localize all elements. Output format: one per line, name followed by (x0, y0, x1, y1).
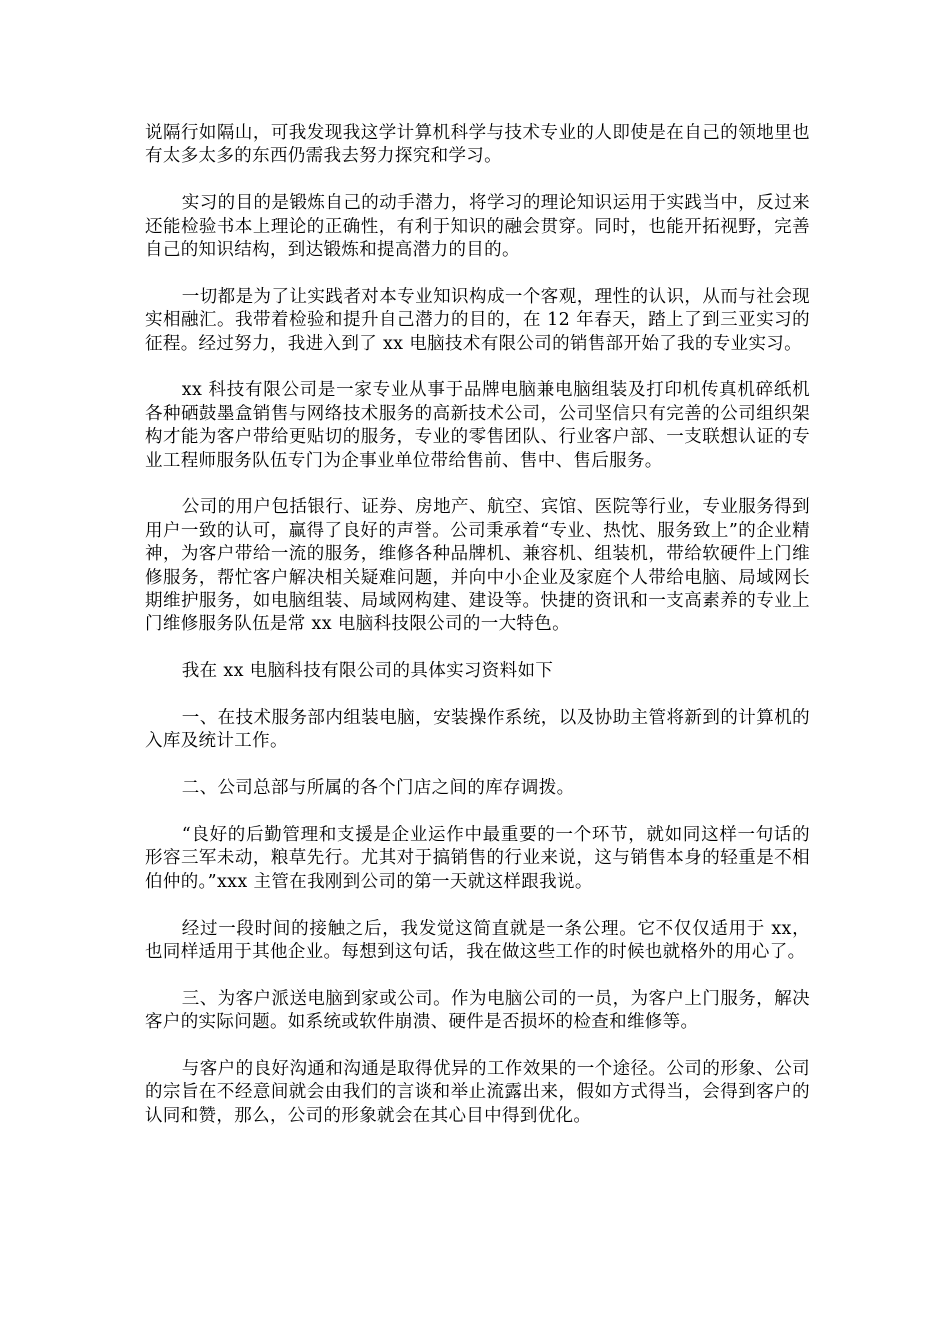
paragraph-2: 实习的目的是锻炼自己的动手潜力，将学习的理论知识运用于实践当中，反过来还能检验书本上理论的正确性，有利于知识的融会贯穿。同时，也能开拓视野，完善自己的知识结构，到达锻炼和提高潜力的目的。 (145, 193, 810, 261)
paragraph-10: 经过一段时间的接触之后，我发觉这简直就是一条公理。它不仅仅适用于 xx，也同样适用于其他企业。每想到这句话，我在做这些工作的时候也就格外的用心了。 (145, 918, 810, 963)
paragraph-1: 说隔行如隔山，可我发现我这学计算机科学与技术专业的人即使是在自己的领地里也有太多太多的东西仍需我去努力探究和学习。 (145, 123, 810, 167)
paragraph-7: 一、在技术服务部内组装电脑，安装操作系统，以及协助主管将新到的计算机的入库及统计工作。 (145, 708, 810, 752)
paragraph-6: 我在 xx 电脑科技有限公司的具体实习资料如下 (181, 661, 554, 682)
paragraph-3: 一切都是为了让实践者对本专业知识构成一个客观，理性的认识，从而与社会现实相融汇。我带着检验和提升自己潜力的目的，在 12 年春天，踏上了到三亚实习的征程。经过努力，我进入到了 xx 电脑技术有限公司的销售部开始了我的专业实习。 (145, 286, 810, 354)
paragraph-11: 三、为客户派送电脑到家或公司。作为电脑公司的一员，为客户上门服务，解决客户的实际问题。如系统或软件崩溃、硬件是否损坏的检查和维修等。 (145, 988, 810, 1033)
paragraph-5: 公司的用户包括银行、证券、房地产、航空、宾馆、医院等行业，专业服务得到用户一致的认可，赢得了良好的声誉。公司秉承着“专业、热忱、服务致上”的企业精神，为客户带给一流的服务，维修各种品牌机、兼容机、组装机，带给软硬件上门维修服务，帮忙客户解决相关疑难问题，并向中小企业及家庭个人带给电脑、局域网长期维护服务，如电脑组装、局域网构建、建设等。快捷的资讯和一支高素养的专业上门维修服务队伍是常 xx 电脑科技限公司的一大特色。 (145, 497, 810, 635)
paragraph-12: 与客户的良好沟通和沟通是取得优异的工作效果的一个途径。公司的形象、公司的宗旨在不经意间就会由我们的言谈和举止流露出来，假如方式得当，会得到客户的认同和赞，那么，公司的形象就会在其心目中得到优化。 (145, 1059, 810, 1126)
document-body (145, 122, 810, 1152)
paragraph-8: 二、公司总部与所属的各个门店之间的库存调拨。 (181, 778, 575, 799)
paragraph-9: “良好的后勤管理和支援是企业运作中最重要的一个环节，就如同这样一句话的形容三军未动，粮草先行。尤其对于搞销售的行业来说，这与销售本身的轻重是不相伯仲的。”xxx 主管在我刚到公司的第一天就这样跟我说。 (145, 825, 810, 892)
paragraph-4: xx 科技有限公司是一家专业从事于品牌电脑兼电脑组装及打印机传真机碎纸机各种硒鼓墨盒销售与网络技术服务的高新技术公司，公司坚信只有完善的公司组织架构才能为客户带给更贴切的服务，专业的零售团队、行业客户部、一支联想认证的专业工程师服务队伍专门为企事业单位带给售前、售中、售后服务。 (145, 380, 810, 471)
